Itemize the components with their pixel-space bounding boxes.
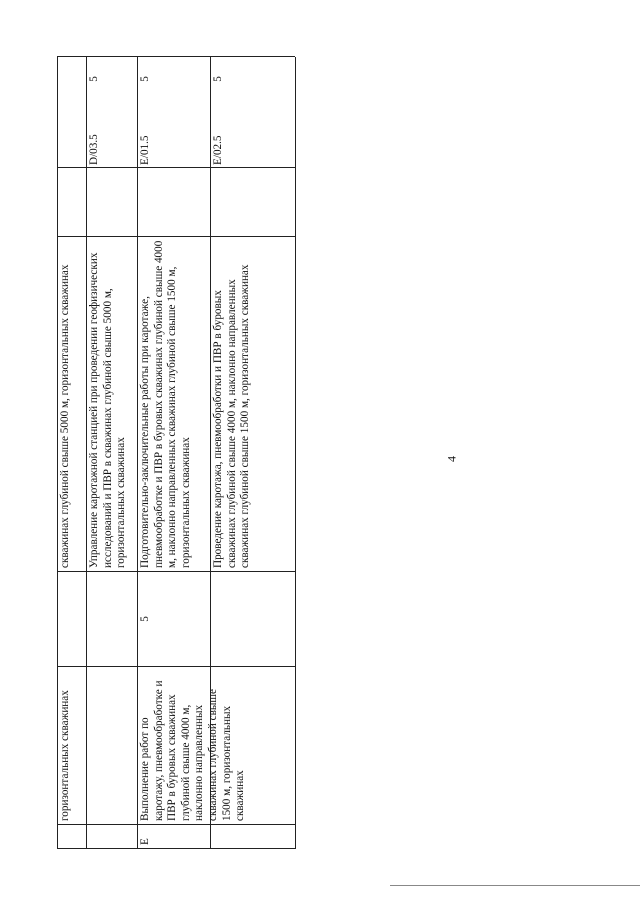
rotated-table-frame [57,57,295,849]
cell-function: Выполнение работ по каротажу, пневмообработке и ПВР в буровых скважинах глубиной свыше 4000 м, наклонно направленных скважинах глубиной свыше 1500 м, горизонтальных скважинах [139,680,247,821]
qualification-table [57,57,295,849]
scan-edge-line [390,885,640,886]
cell-level: 5 [139,616,151,622]
table-top-border [57,57,58,849]
cell-qualification: 5 [139,76,151,82]
cell-task-code: D/03.5 [88,134,100,165]
column-divider [57,824,295,825]
cell-task: Управление каротажной станцией при проведении геофизических исследований и ПВР в скважинах глубиной свыше 5000 м, горизонтальных скважинах [88,252,128,568]
column-divider [57,666,295,667]
cell-function: горизонтальных скважинах [59,690,71,821]
column-divider [57,167,295,168]
page-number: 4 [444,456,459,462]
cell-task: скважинах глубиной свыше 5000 м, горизонтальных скважинах [59,264,71,568]
table-right-border [57,56,295,57]
table-bottom-border [295,57,296,849]
cell-code: E [139,838,151,845]
column-divider [57,236,295,237]
cell-task: Подготовительно-заключительные работы при каротаже, пневмообработке и ПВР в буровых скважинах глубиной свыше 4000 м, наклонно направленных скважинах глубиной свыше 1500 м, горизонтальных скважинах [139,240,192,568]
cell-qualification: 5 [212,76,224,82]
cell-task-code: E/01.5 [139,135,151,165]
row-divider [137,57,138,849]
row-divider [86,57,87,849]
column-divider [57,571,295,572]
cell-task-code: E/02.5 [212,135,224,165]
table-left-border [57,848,295,849]
cell-task: Проведение каротажа, пневмообработки и ПВР в буровых скважинах глубиной свыше 4000 м, наклонно направленных скважинах глубиной свыше 1500 м, горизонтальных скважинах [212,264,252,568]
cell-qualification: 5 [88,76,100,82]
